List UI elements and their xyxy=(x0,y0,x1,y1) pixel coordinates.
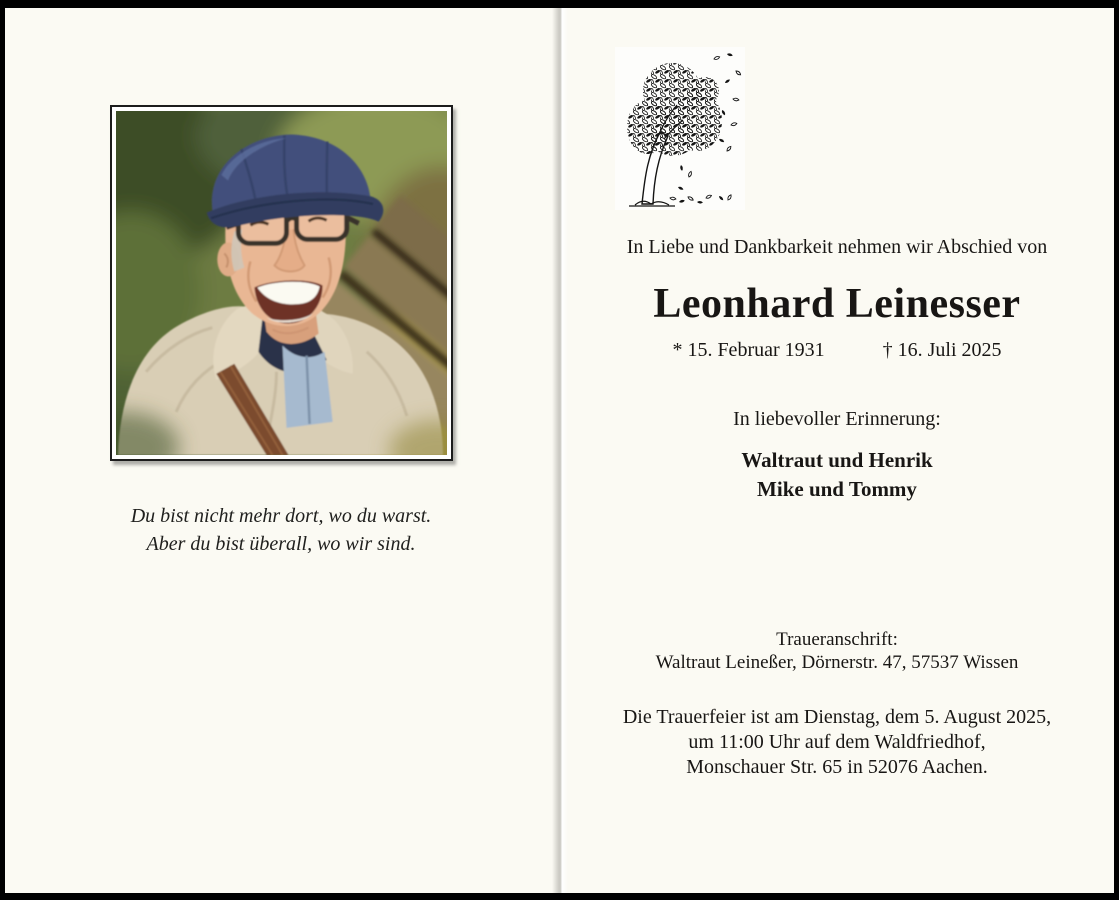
remembrance-heading: In liebevoller Erinnerung: xyxy=(733,408,941,430)
windblown-tree-icon xyxy=(615,47,745,210)
birth-date: * 15. Februar 1931 xyxy=(672,339,825,361)
portrait-photo-frame xyxy=(110,105,453,461)
service-line-1: Die Trauerfeier ist am Dienstag, dem 5. August 2025, xyxy=(622,706,1052,728)
mourners-line-2: Mike und Tommy xyxy=(757,477,917,501)
tree-illustration xyxy=(615,47,745,210)
life-dates xyxy=(560,339,1114,362)
intro-line: In Liebe und Dankbarkeit nehmen wir Abschied von xyxy=(626,236,1048,258)
mourners-line-1: Waltraut und Henrik xyxy=(741,448,933,472)
quote-line-2: Aber du bist überall, wo wir sind. xyxy=(146,533,416,555)
memorial-quote xyxy=(5,502,557,558)
deceased-name: Leonhard Leinesser xyxy=(653,281,1021,327)
service-line-3: Monschauer Str. 65 in 52076 Aachen. xyxy=(686,756,988,778)
death-date: † 16. Juli 2025 xyxy=(882,339,1002,361)
service-line-2: um 11:00 Uhr auf dem Waldfriedhof, xyxy=(688,731,986,753)
address-heading: Traueranschrift: xyxy=(776,629,898,650)
portrait-photo xyxy=(116,111,447,455)
card-spread xyxy=(5,8,1114,893)
quote-line-1: Du bist nicht mehr dort, wo du warst. xyxy=(130,505,432,527)
address-line: Waltraut Leineßer, Dörnerstr. 47, 57537 Wissen xyxy=(655,652,1019,673)
